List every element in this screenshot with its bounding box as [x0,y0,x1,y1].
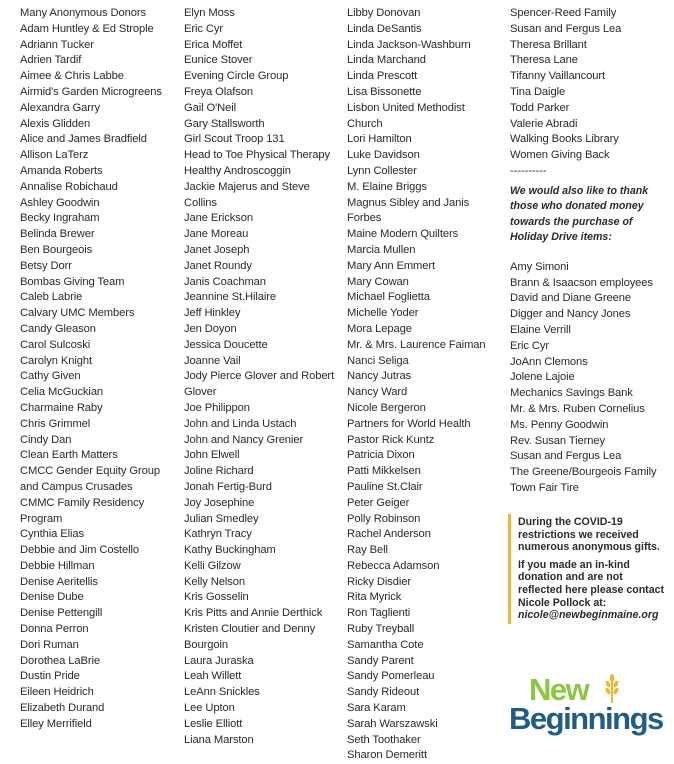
donor-name: Caleb Labrie [20,291,83,304]
covid-notice [508,514,668,624]
donor-name: Aimee & Chris Labbe [20,70,124,83]
donor-name: Theresa Lane [510,54,578,67]
section-divider: ---------- [510,164,547,177]
donor-name: Mora Lepage [347,322,412,335]
donor-name: Alexis Glidden [20,117,91,130]
donor-name: Pastor Rick Kuntz [347,433,435,446]
donor-name: Dustin Pride [20,670,80,683]
donor-name: Dori Ruman [20,638,79,651]
donor-name: Rachel Anderson [347,528,431,541]
holiday-thanks-heading: We would also like to thank those who donated money towards the purchase of Holiday Drive items: [510,184,649,244]
donor-name: Betsy Dorr [20,259,72,272]
donor-name: Ricky Disdier [347,575,411,588]
donor-name: Kelly Nelson [184,575,245,588]
donor-name: Brann & Isaacson employees [510,276,653,289]
donor-name: Kristen Cloutier and Denny Bourgoin [184,623,316,651]
donor-name: Susan and Fergus Lea [510,450,622,463]
donor-list [347,6,502,764]
donor-name: Amanda Roberts [20,164,103,177]
donor-name: Nanci Seliga [347,354,409,367]
donor-name: Denise Pettengill [20,607,103,620]
donor-name: Julian Smedley [184,512,259,525]
donor-name: Libby Donovan [347,7,421,19]
donor-name: Kris Gosselin [184,591,249,604]
donor-name: Eric Cyr [184,22,223,35]
donor-name: Jody Pierce Glover and Robert Glover [184,370,335,399]
donor-name: Elizabeth Durand [20,702,105,715]
donor-name: Lisbon United Methodist Church [347,101,465,130]
donor-name: Bombas Giving Team [20,275,125,288]
donor-name: Mechanics Savings Bank [510,387,633,400]
donor-name: Michael Foglietta [347,291,430,304]
donor-name: Janis Coachman [184,275,266,288]
donor-name: Celia McGuckian [20,386,104,399]
contact-notice-body: If you made an in-kind donation and are not reflected here please contact Nicole Pollock at: [518,558,665,609]
donor-name: Girl Scout Troop 131 [184,133,285,146]
donor-name: Rebecca Adamson [347,559,440,572]
donor-name: Rita Myrick [347,591,402,604]
donor-name: Sarah Warszawski [347,717,438,730]
donor-name: Jessica Doucette [184,338,268,351]
donor-name: Janet Joseph [184,243,250,256]
donor-name: Donna Perron [20,623,89,636]
donor-name: Charmaine Raby [20,401,103,414]
donor-column-2 [184,6,336,748]
donor-name: Sandy Pomerleau [347,670,435,683]
donor-name: Debbie and Jim Costello [20,544,139,557]
donor-name: M. Elaine Briggs [347,180,427,193]
donor-name: Alice and James Bradfield [20,133,147,146]
donor-name: Adrien Tardif [20,54,82,67]
donor-name: Jane Erickson [184,212,253,225]
donor-name: Elyn Moss [184,7,235,19]
donor-name: Allison LaTerz [20,149,89,162]
donor-name: Head to Toe Physical Therapy [184,149,331,162]
donor-name: Amy Simoni [510,260,569,273]
donor-name: Valerie Abradi [510,117,578,130]
donor-name: Polly Robinson [347,512,421,525]
donor-column-3 [347,6,502,764]
donor-name: Ruby Treyball [347,623,415,636]
donor-name: Peter Geiger [347,496,410,509]
donor-name: Lynn Collester [347,164,417,177]
donor-name: Patti Mikkelsen [347,465,421,478]
holiday-donor-list [510,260,668,497]
donor-name: Leslie Elliott [184,717,243,730]
donor-name: Adam Huntley & Ed Strople [20,22,154,35]
donor-name: Digger and Nancy Jones [510,308,631,321]
donor-list [184,6,336,748]
donor-name: CMMC Family Residency Program [20,496,145,525]
donor-name: Candy Gleason [20,322,96,335]
donor-name: Joy Josephine [184,496,255,509]
donor-name: Denise Aeritellis [20,575,98,588]
donor-name: Carolyn Knight [20,354,92,367]
donor-name: David and Diane Greene [510,292,631,305]
donor-name: Susan and Fergus Lea [510,22,622,35]
logo-word-beginnings: Beginnings [509,701,663,736]
donor-name: Denise Dube [20,591,84,604]
contact-notice-text [518,559,668,622]
donor-list [20,6,172,733]
donor-name: Sharon Demeritt [347,749,427,762]
donor-column-1 [20,6,172,733]
donor-name: Todd Parker [510,101,570,114]
donor-name: CMCC Gender Equity Group and Campus Crusades [20,465,160,493]
donor-name: Luke Davidson [347,149,420,162]
donor-name: Janet Roundy [184,259,252,272]
donor-name: Leah Willett [184,670,242,683]
donor-name: Magnus Sibley and Janis Forbes [347,196,470,225]
donor-name: Belinda Brewer [20,228,95,241]
donor-name: Carol Sulcoski [20,338,91,351]
donor-name: Ms. Penny Goodwin [510,418,609,431]
donor-name: Ben Bourgeois [20,243,93,256]
donor-name: Evening Circle Group [184,70,289,83]
donor-name: John and Nancy Grenier [184,433,304,446]
donor-name: Nicole Bergeron [347,401,426,414]
donor-name: Joline Richard [184,465,254,478]
donor-name: Sandy Parent [347,654,414,667]
donor-name: John and Linda Ustach [184,417,297,430]
donor-name: Gail O'Neil [184,101,237,114]
donor-name: Lee Upton [184,702,235,715]
donor-name: Liana Marston [184,733,254,746]
donor-name: Jen Doyon [184,322,237,335]
donor-name: Mary Cowan [347,275,409,288]
donor-name: Jackie Majerus and Steve Collins [184,180,310,209]
donor-name: Healthy Androscoggin [184,164,291,177]
donor-list [510,6,668,164]
donor-name: Annalise Robichaud [20,180,118,193]
donor-name: Kathy Buckingham [184,544,276,557]
donor-name: Mary Ann Emmert [347,259,436,272]
donor-name: Jolene Lajoie [510,371,575,384]
donor-name: Spencer-Reed Family [510,7,617,19]
donor-name: Jeff Hinkley [184,307,241,320]
donor-name: Kathryn Tracy [184,528,252,541]
donor-name: Jonah Fertig-Burd [184,480,272,493]
donor-name: Tifanny Vaillancourt [510,70,606,83]
donor-name: Gary Stallsworth [184,117,265,130]
donor-name: Maine Modern Quilters [347,228,459,241]
donor-name: Mr. & Mrs. Ruben Cornelius [510,402,645,415]
donor-name: Women Giving Back [510,149,610,162]
donor-name: Rev. Susan Tierney [510,434,605,447]
donor-name: Ray Bell [347,544,388,557]
donor-name: The Greene/Bourgeois Family [510,466,657,479]
donor-name: Elley Merrifield [20,717,92,730]
donor-name: Adriann Tucker [20,38,94,51]
donor-name: Theresa Brillant [510,38,587,51]
donor-name: Becky Ingraham [20,212,100,225]
donor-name: Alexandra Garry [20,101,100,114]
donor-name: Lori Hamilton [347,133,412,146]
donor-name: Eunice Stover [184,54,253,67]
donor-name: Calvary UMC Members [20,307,135,320]
donor-name: Cynthia Elias [20,528,84,541]
donor-name: John Elwell [184,449,240,462]
donor-column-4 [510,6,668,497]
contact-email[interactable]: nicole@newbeginmaine.org [518,609,659,622]
donor-name: Kelli Gilzow [184,559,241,572]
donor-name: Nancy Ward [347,386,408,399]
donor-name: Debbie Hillman [20,559,95,572]
donor-name: Kris Pitts and Annie Derthick [184,607,323,620]
donor-name: Ron Taglienti [347,607,411,620]
donor-name: Nancy Jutras [347,370,412,383]
covid-notice-text: During the COVID-19 restrictions we received numerous anonymous gifts. [518,516,660,554]
donor-name: Linda Jackson-Washburn [347,38,471,51]
new-beginnings-logo [509,672,663,742]
donor-name: Laura Juraska [184,654,254,667]
wheat-icon [601,674,623,704]
donor-name: Airmid's Garden Microgreens [20,85,162,98]
donor-name: Freya Olafson [184,85,253,98]
donor-name: Walking Books Library [510,133,619,146]
donor-name: Lisa Bissonette [347,85,422,98]
donor-name: Cathy Given [20,370,81,383]
donor-name: Erica Moffet [184,38,243,51]
donor-name: Jane Moreau [184,228,249,241]
donor-name: Dorothea LaBrie [20,654,100,667]
donor-name: Town Fair Tire [510,481,579,494]
donor-name: Linda DeSantis [347,22,422,35]
donor-name: Patricia Dixon [347,449,415,462]
donor-name: Sara Karam [347,702,406,715]
donor-name: Cindy Dan [20,433,72,446]
donor-name: Elaine Verrill [510,323,571,336]
donor-name: Pauline St.Clair [347,480,423,493]
donor-name: Jeannine St.Hilaire [184,291,277,304]
donor-name: Michelle Yoder [347,307,419,320]
donor-name: Marcia Mullen [347,243,416,256]
donor-name: Tina Daigle [510,85,566,98]
donor-name: Chris Grimmel [20,417,91,430]
donor-name: Ashley Goodwin [20,196,100,209]
donor-name: Many Anonymous Donors [20,7,146,19]
donor-name: Samantha Cote [347,638,424,651]
donor-name: Joe Philippon [184,401,250,414]
donor-name: Partners for World Health [347,417,471,430]
donor-name: LeAnn Snickles [184,686,260,699]
donor-name: Sandy Rideout [347,686,420,699]
donor-name: Mr. & Mrs. Laurence Faiman [347,338,486,351]
donor-name: Eileen Heidrich [20,686,94,699]
donor-name: Eric Cyr [510,339,549,352]
donor-name: Linda Marchand [347,54,426,67]
donor-name: Joanne Vail [184,354,241,367]
logo-word-new: New [529,672,589,707]
donor-name: Seth Toothaker [347,733,421,746]
donor-name: Clean Earth Matters [20,449,118,462]
donor-name: JoAnn Clemons [510,355,588,368]
donor-name: Linda Prescott [347,70,418,83]
